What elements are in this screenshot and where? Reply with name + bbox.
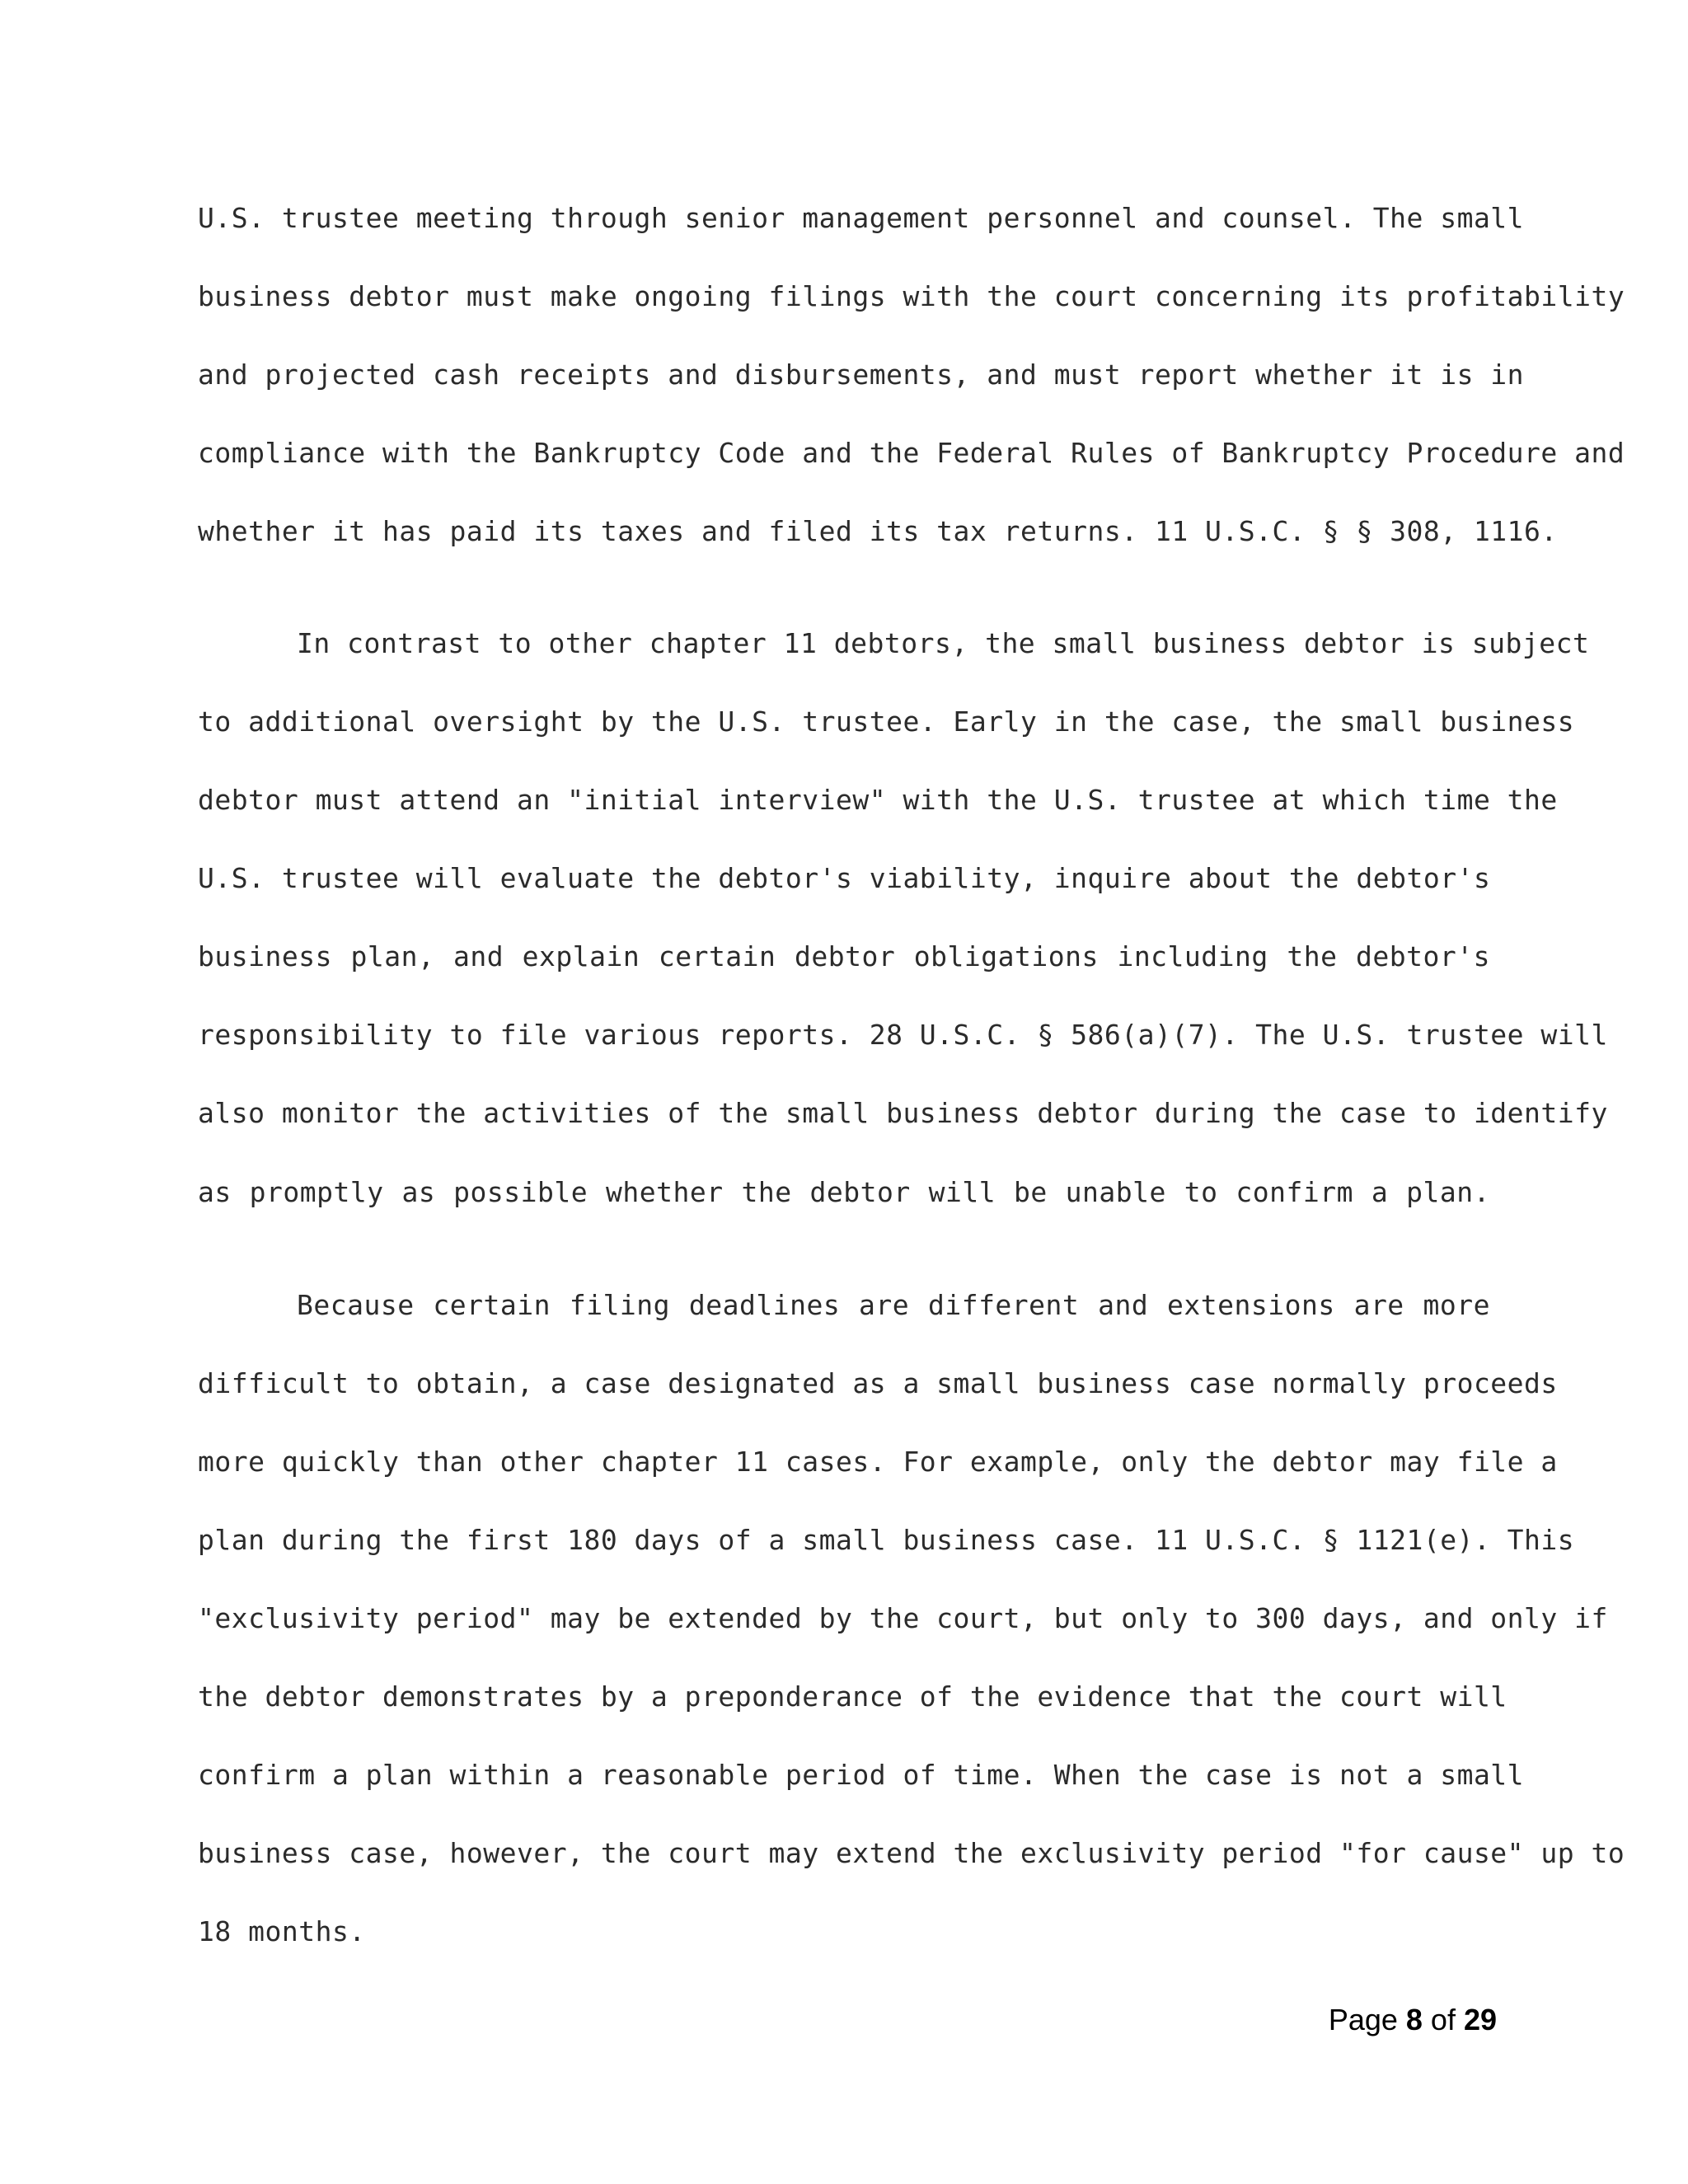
text-line: the debtor demonstrates by a preponderance of the evidence that the court will xyxy=(198,1680,1507,1713)
text-line: U.S. trustee meeting through senior management personnel and counsel. The small xyxy=(198,202,1525,234)
text-line: plan during the first 180 days of a small business case. 11 U.S.C. § 1121(e). This xyxy=(198,1524,1575,1556)
text-line: confirm a plan within a reasonable period of time. When the case is not a small xyxy=(198,1759,1525,1791)
text-line: as promptly as possible whether the debtor will be unable to confirm a plan. xyxy=(198,1176,1490,1208)
text-line: to additional oversight by the U.S. trustee. Early in the case, the small business xyxy=(198,705,1575,738)
text-line: difficult to obtain, a case designated as a small business case normally proceeds xyxy=(198,1367,1558,1399)
text-line: also monitor the activities of the small business debtor during the case to identify xyxy=(198,1097,1608,1129)
page-number-current: 8 xyxy=(1405,2003,1423,2036)
text-line: responsibility to file various reports. 28 U.S.C. § 586(a)(7). The U.S. trustee will xyxy=(198,1019,1608,1051)
text-line: U.S. trustee will evaluate the debtor's viability, inquire about the debtor's xyxy=(198,862,1491,894)
text-line: business case, however, the court may extend the exclusivity period "for cause" up to xyxy=(198,1837,1625,1869)
text-line: compliance with the Bankruptcy Code and the Federal Rules of Bankruptcy Procedure and xyxy=(198,437,1625,469)
text-line: In contrast to other chapter 11 debtors, the small business debtor is subject xyxy=(297,627,1590,659)
text-line: 18 months. xyxy=(198,1915,366,1947)
text-line: whether it has paid its taxes and filed its tax returns. 11 U.S.C. § § 308, 1116. xyxy=(198,515,1558,547)
page-number-total: 29 xyxy=(1463,2003,1497,2036)
text-line: business plan, and explain certain debtor obligations including the debtor's xyxy=(198,940,1490,972)
page-number-prefix: Page xyxy=(1328,2003,1406,2036)
text-line: debtor must attend an "initial interview" with the U.S. trustee at which time the xyxy=(198,784,1558,816)
text-line: "exclusivity period" may be extended by the court, but only to 300 days, and only if xyxy=(198,1602,1608,1634)
page-number xyxy=(1329,2003,1497,2037)
text-line: and projected cash receipts and disbursements, and must report whether it is in xyxy=(198,359,1525,391)
page-number-middle: of xyxy=(1422,2003,1464,2036)
text-line: Because certain filing deadlines are different and extensions are more xyxy=(297,1289,1490,1321)
text-line: more quickly than other chapter 11 cases. For example, only the debtor may file a xyxy=(198,1446,1558,1478)
text-line: business debtor must make ongoing filings with the court concerning its profitability xyxy=(198,280,1625,312)
